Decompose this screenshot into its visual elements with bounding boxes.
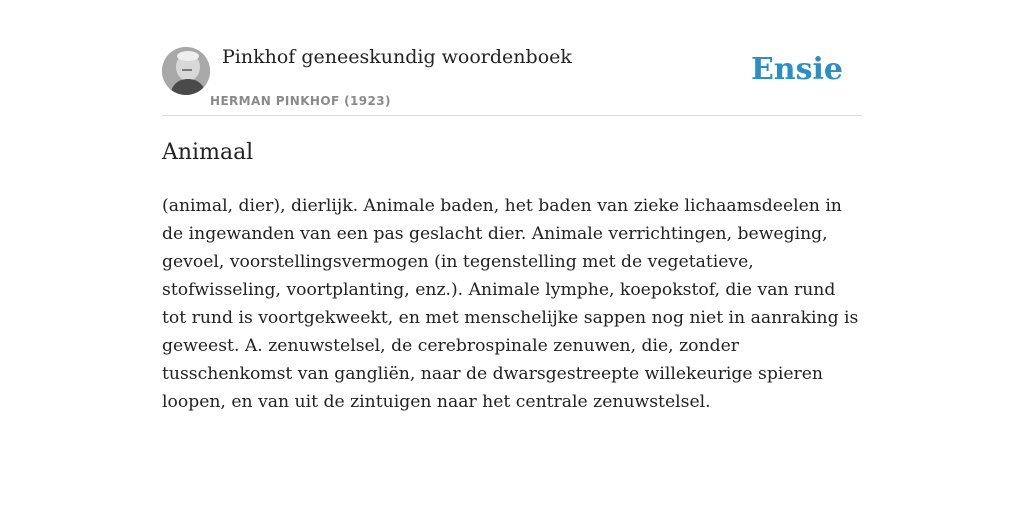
book-title[interactable]: Pinkhof geneeskundig woordenboek — [222, 46, 572, 68]
author-avatar[interactable] — [162, 47, 210, 95]
entry-title: Animaal — [162, 140, 254, 165]
header — [162, 40, 862, 116]
ensie-logo[interactable]: Ensie — [750, 52, 843, 87]
entry-definition: (animal, dier), dierlijk. Animale baden, het baden van zieke lichaamsdeelen in de ingewanden van een pas geslacht dier. Animale verrichtingen, beweging, gevoel, voorstellingsvermogen (in tegenstelling met de vegetatieve, stofwisseling, voortplanting, enz.). Animale lymphe, koepokstof, die van rund tot rund is voortgekweekt, en met menschelijke sappen nog niet in aanraking is geweest. A. zenuwstelsel, de cerebrospinale zenuwen, die, zonder tusschenkomst van gangliën, naar de dwarsgestreepte willekeurige spieren loopen, en van uit de zintuigen naar het centrale zenuwstelsel. — [162, 196, 859, 412]
author-portrait-icon — [162, 47, 210, 95]
author-name[interactable]: HERMAN PINKHOF (1923) — [210, 94, 391, 108]
